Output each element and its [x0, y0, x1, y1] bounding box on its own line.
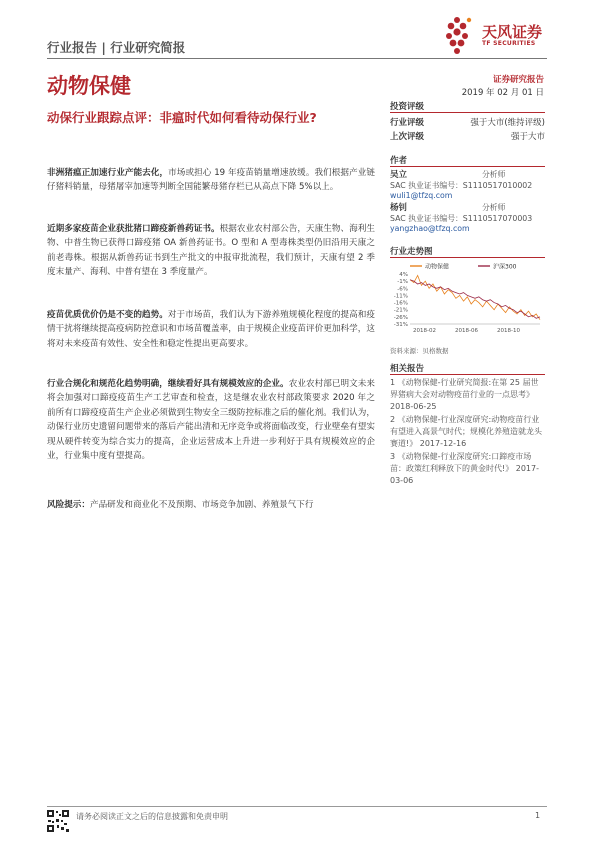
related-report-3[interactable]: 3 《动物保健-行业深度研究:口蹄疫市场苗：政策红利释放下的黄金时代!》 2017-03-06: [390, 452, 539, 485]
author-cert: SAC 执业证书编号：S1110517070003: [390, 214, 533, 223]
y-tick-label: -1%: [397, 279, 408, 286]
author-card: [390, 203, 545, 234]
paragraph-3: [47, 308, 375, 351]
author-cert: SAC 执业证书编号：S1110517010002: [390, 181, 533, 190]
y-tick-label: -26%: [393, 314, 408, 321]
paragraph-text: 根据农业农村部公告，天康生物、海利生物、中普生物已获得口蹄疫猪 OA 新兽药证书。O 型和 A 型毒株类型仍旧沿用天康之前老毒株。根据从新兽药证书到生产批文的申报审批流程，我们预计，天康有望 2 季度末量产、海利、中普有望在 3 季度量产。: [47, 224, 375, 278]
authors-divider: [390, 166, 545, 167]
x-tick-label: 2018-06: [455, 328, 478, 334]
author-role: 分析师: [482, 170, 506, 179]
rating-key: 上次评级: [390, 132, 425, 142]
paragraph-lead: 风险提示：: [47, 500, 90, 510]
header-divider: [47, 58, 547, 59]
report-category: 行业报告 | 行业研究简报: [47, 40, 186, 55]
page-number: 1: [535, 811, 541, 820]
author-email[interactable]: yangzhao@tfzq.com: [390, 224, 470, 233]
chart-source: 资料来源：贝格数据: [390, 347, 449, 355]
paragraph-text: 产品研发和商业化不及预期、市场竞争加剧、养殖景气下行: [89, 500, 314, 510]
rating-key: 行业评级: [390, 118, 425, 128]
paragraph-text: 对于市场苗，我们认为下游养殖规模化程度的提高和疫情干扰将继续提高疫病防控意识和市场苗覆盖率，由于规模企业疫苗评价更加科学，这将对未来疫苗有效性、安全性和稳定性提出更高要求。: [47, 310, 375, 349]
paragraph-text: 农业农村部已明文未来将会加强对口蹄疫疫苗生产工艺审查和检查，这是继农业农村部政策要求 2020 年之前所有口蹄疫疫苗生产企业必须做到生物安全三级防控标准之后的催化剂。我们认为，动保行业历史遗留问题带来的落后产能出清和无序竞争或将面临改变，行业壁垒有望实现从硬件转变为综合实力的提高，企业运营成本上升进一步利好于具有规模效应的企业，行业集中度有望提高。: [47, 379, 375, 462]
rating-section-label: 投资评级: [390, 102, 425, 112]
paragraph-text: 市场或担心 19 年疫苗销量增速放缓。我们根据产业链仔猪料销量，母猪屠宰加速等判断全国能繁母猪存栏已从高点下降 5%以上。: [47, 168, 375, 193]
author-card: [390, 170, 545, 201]
paragraph-4: [47, 377, 375, 463]
paragraph-lead: 近期多家疫苗企业获批猪口蹄疫新兽药证书。: [47, 224, 220, 234]
series-line-1: [410, 275, 540, 319]
author-role: 分析师: [482, 203, 506, 212]
paragraph-1: [47, 166, 375, 195]
paragraph-lead: 非洲猪瘟正加速行业产能去化，: [47, 168, 169, 178]
report-type: 证券研究报告: [492, 75, 544, 85]
industry-name: 动物保健: [47, 74, 131, 98]
risk-warning: [47, 498, 375, 512]
rating-row-industry: [390, 116, 545, 129]
y-tick-label: -31%: [393, 322, 408, 328]
rating-divider: [390, 112, 545, 113]
paragraph-lead: 行业合规化和规范化趋势明确，继续看好具有规模效应的企业。: [47, 379, 289, 389]
footer-divider: [47, 806, 547, 807]
author-name: 杨钊: [390, 203, 408, 213]
report-date: 2019 年 02 月 01 日: [461, 88, 544, 98]
paragraph-lead: 疫苗优质优价仍是不变的趋势。: [47, 310, 168, 320]
rating-value: 强于大市(维持评级): [470, 118, 545, 128]
y-tick-label: -11%: [393, 293, 408, 300]
qr-code-icon: [47, 810, 69, 832]
industry-trend-chart: [390, 258, 545, 342]
related-divider: [390, 374, 545, 375]
authors-section-label: 作者: [390, 156, 408, 166]
x-tick-label: 2018-02: [413, 328, 436, 334]
related-report-1[interactable]: 1 《动物保健-行业研究简报:在第 25 届世界猪病大会对动物疫苗行业的一点思考》 2018-06-25: [390, 378, 539, 411]
y-tick-label: -21%: [393, 307, 408, 314]
author-name: 吴立: [390, 170, 408, 180]
footer-disclaimer: 请务必阅读正文之后的信息披露和免责申明: [76, 812, 228, 821]
x-tick-label: 2018-10: [497, 328, 520, 334]
paragraph-2: [47, 222, 375, 280]
legend-label: 动物保健: [425, 263, 450, 271]
logo-text-cn: 天风证券: [482, 23, 543, 41]
series-line-2: [410, 280, 540, 319]
rating-row-previous: [390, 130, 545, 143]
related-report-2[interactable]: 2 《动物保健-行业深度研究:动物疫苗行业有望进入高景气时代；规模化养殖造就龙头赛道!》 2017-12-16: [390, 415, 542, 448]
legend-label: 沪深300: [493, 263, 517, 271]
related-section-label: 相关报告: [390, 364, 425, 374]
y-tick-label: -16%: [393, 300, 408, 307]
author-email[interactable]: wuli1@tfzq.com: [390, 191, 453, 200]
logo-text-en: TF SECURITIES: [482, 40, 536, 47]
y-tick-label: 4%: [399, 272, 408, 278]
rating-value: 强于大市: [510, 132, 545, 142]
report-title: 动保行业跟踪点评：非瘟时代如何看待动保行业?: [47, 110, 317, 125]
y-tick-label: -6%: [397, 286, 408, 293]
trend-section-label: 行业走势图: [390, 247, 433, 257]
